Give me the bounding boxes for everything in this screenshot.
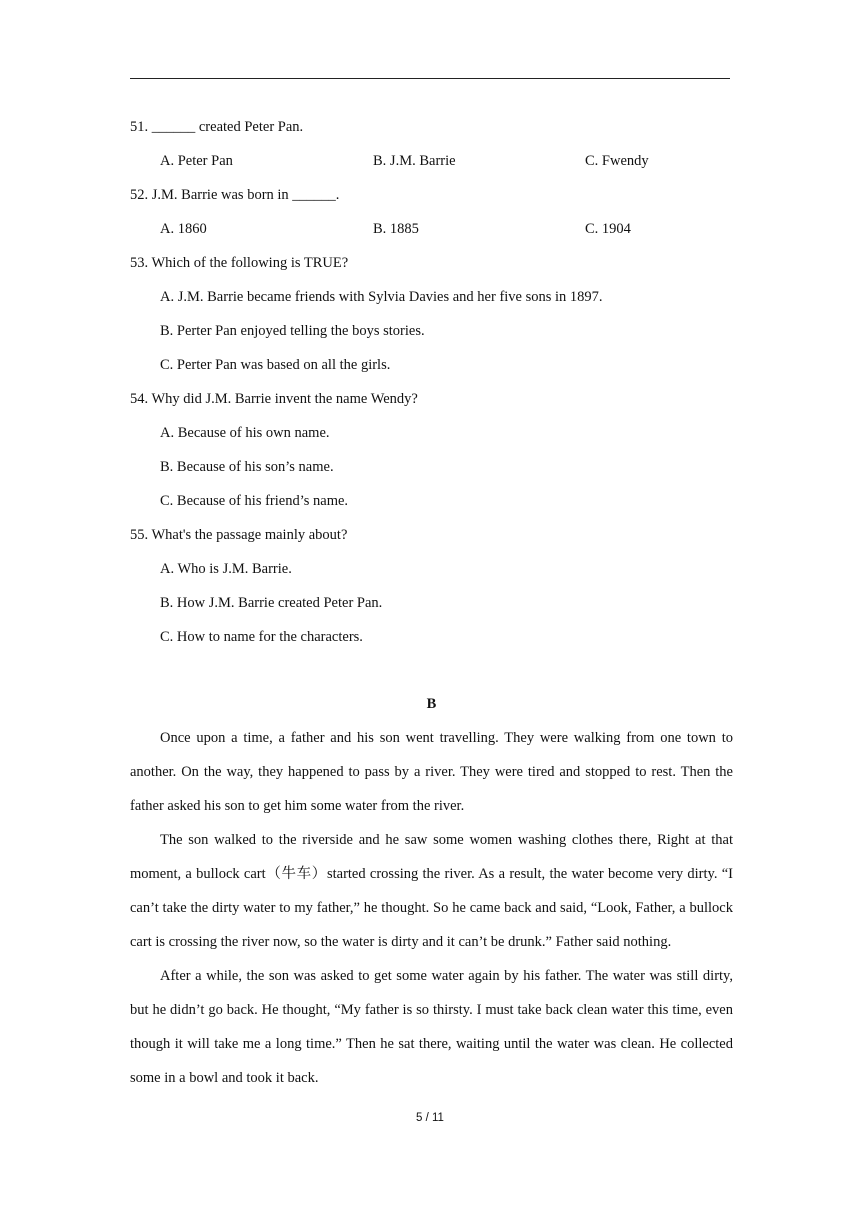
option-a: A. Because of his own name. <box>160 425 330 441</box>
option-c: C. Perter Pan was based on all the girls. <box>160 357 391 373</box>
option-b: B. Perter Pan enjoyed telling the boys stories. <box>160 323 425 339</box>
passage-paragraph: After a while, the son was asked to get some water again by his father. The water was still dirty, but he didn’t go back. He thought, “My father is so thirsty. I must take back clean water this time, even though it will take me a long time.” Then he sat there, waiting until the water was clean. He collected some in a bowl and took it back. <box>130 968 733 1086</box>
page-number: 5 / 11 <box>416 1112 444 1124</box>
option-a: A. Who is J.M. Barrie. <box>160 561 292 577</box>
option-c: C. Because of his friend’s name. <box>160 493 349 509</box>
option-a: A. J.M. Barrie became friends with Sylvia Davies and her five sons in 1897. <box>160 289 603 305</box>
option-c: C. 1904 <box>585 221 631 237</box>
option-c: C. Fwendy <box>585 153 649 169</box>
passage-paragraph: Once upon a time, a father and his son went travelling. They were walking from one town to another. On the way, they happened to pass by a river. They were tired and stopped to rest. Then the father asked his son to get him some water from the river. <box>130 730 733 814</box>
question-stem: Which of the following is TRUE? <box>151 255 349 271</box>
question-number: 51. <box>130 119 149 135</box>
option-b: B. Because of his son’s name. <box>160 459 334 475</box>
question-stem: Why did J.M. Barrie invent the name Wendy? <box>151 391 418 407</box>
page-content <box>130 110 733 1095</box>
question-number: 53. <box>130 255 149 271</box>
question-stem: J.M. Barrie was born in ______. <box>151 187 340 203</box>
question-51 <box>130 110 733 144</box>
passage-paragraph: The son walked to the riverside and he saw some women washing clothes there, Right at that moment, a bullock cart（牛车）started crossing the river. As a result, the water become very dirty. “I can’t take the dirty water to my father,” he thought. So he came back and said, “Look, Father, a bullock cart is crossing the river now, so the water is dirty and it can’t be drunk.” Father said nothing. <box>130 832 733 950</box>
question-stem: What's the passage mainly about? <box>151 527 348 543</box>
question-52-options <box>130 212 733 246</box>
question-51-options <box>130 144 733 178</box>
section-title: B <box>426 696 437 712</box>
question-number: 52. <box>130 187 149 203</box>
question-number: 55. <box>130 527 149 543</box>
option-a: A. 1860 <box>160 221 207 237</box>
option-c: C. How to name for the characters. <box>160 629 363 645</box>
option-a: A. Peter Pan <box>160 153 233 169</box>
question-54 <box>130 382 733 416</box>
header-rule <box>130 78 730 79</box>
option-b: B. 1885 <box>373 221 419 237</box>
option-b: B. J.M. Barrie <box>373 153 456 169</box>
question-stem: ______ created Peter Pan. <box>151 119 304 135</box>
question-55 <box>130 518 733 552</box>
question-53 <box>130 246 733 280</box>
option-b: B. How J.M. Barrie created Peter Pan. <box>160 595 383 611</box>
question-52 <box>130 178 733 212</box>
question-number: 54. <box>130 391 149 407</box>
